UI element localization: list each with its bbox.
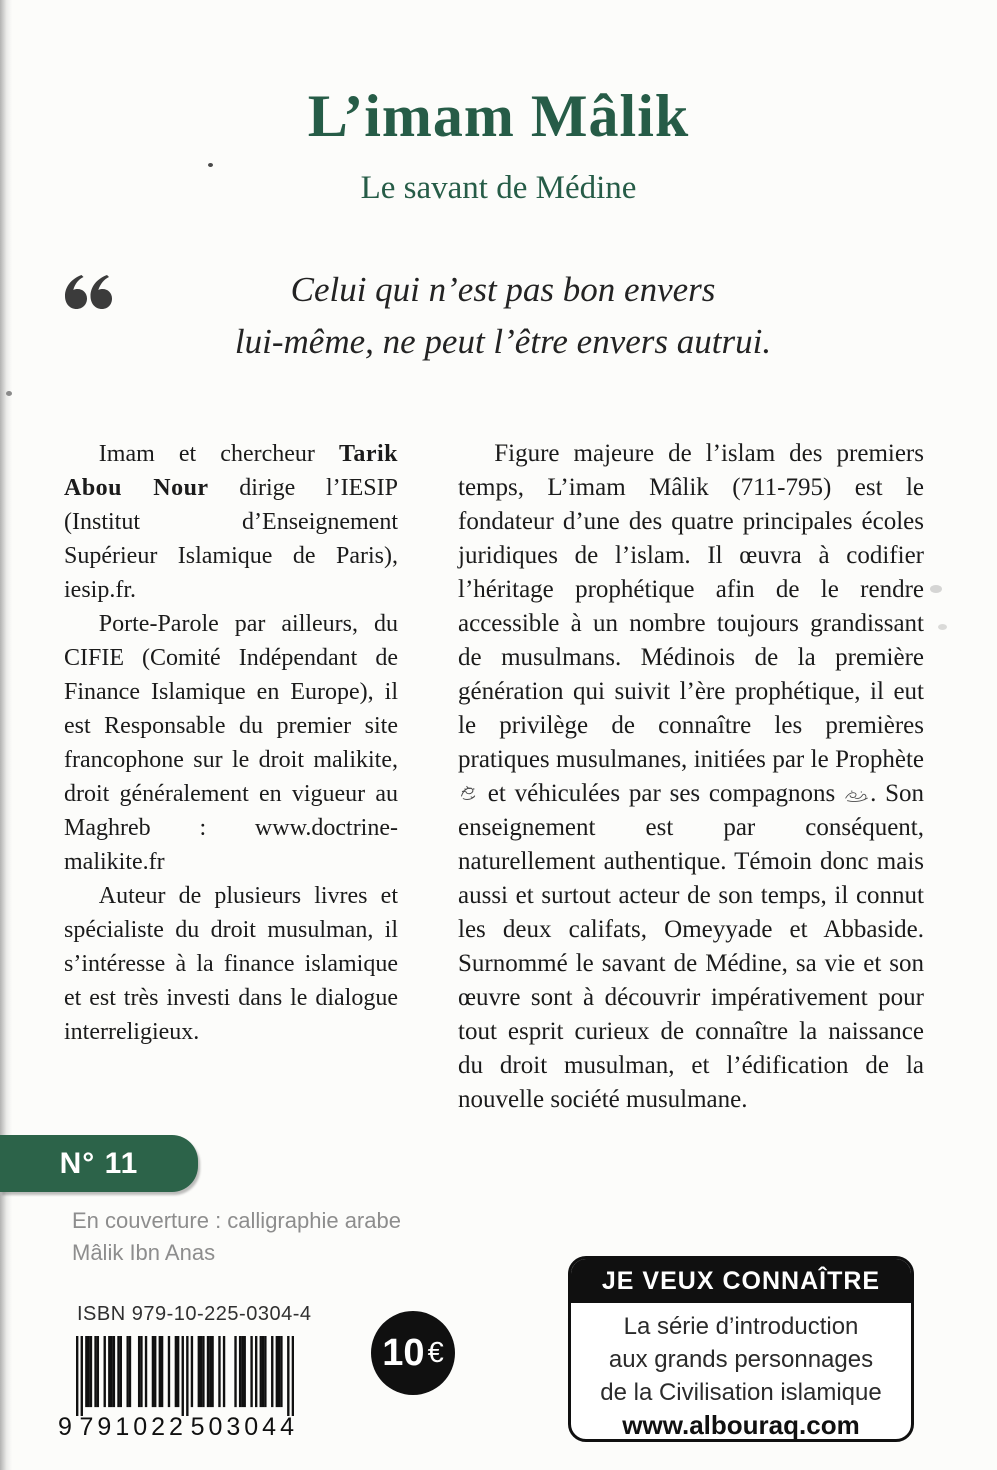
- text-run: Figure majeure de l’islam des premiers temps, L’imam Mâlik (711-795) est le fondateur d’une des quatre principales écoles juridiques de l’islam. Il œuvra à codifier l’héritage prophétique afin de le rendre accessible à un nombre toujours grandissant de musulmans. Médinois de la première génération qui suivit l’ère prophétique, il eut le privilège de connaître les premières pratiques musulmanes, initiées par le Prophète: [458, 440, 924, 773]
- barcode-digit-group: 9: [58, 1413, 76, 1441]
- author-name: Tarik Abou Nour: [64, 441, 398, 501]
- series-number-badge: N° 11: [0, 1135, 198, 1192]
- pbuh-calligraphy-icon: [458, 780, 479, 807]
- info-box-line: aux grands personnages: [608, 1346, 874, 1373]
- text-run: Porte-Parole par ailleurs, du CIFIE (Comité Indépendant de Finance Islamique en Europe), il est Responsable du premier site francophone sur le droit malikite, droit généralement en vigueur au Maghreb : www.doctrine-malikite.fr: [64, 611, 398, 875]
- author-bio-column: [64, 437, 398, 1049]
- paragraph: [64, 437, 398, 607]
- pull-quote: [118, 264, 888, 368]
- text-run: dirige l’IESIP (Institut d’Enseignement Supérieur Islamique de Paris), iesip.fr.: [64, 475, 398, 603]
- quote-line: lui-même, ne peut l’être envers autrui.: [234, 322, 772, 361]
- scan-edge-shadow: [0, 0, 12, 1470]
- quote-line: Celui qui n’est pas bon envers: [290, 270, 716, 309]
- series-info-box: [568, 1256, 914, 1442]
- book-summary-column: [458, 437, 924, 1117]
- paragraph: [64, 879, 398, 1049]
- scan-speck: [6, 391, 12, 396]
- scan-speck: [938, 624, 947, 630]
- paragraph: [64, 607, 398, 879]
- barcode-bars: [76, 1336, 294, 1416]
- cover-note: [72, 1205, 401, 1269]
- scan-speck: [930, 585, 942, 593]
- text-run: Auteur de plusieurs livres et spécialiste du droit musulman, il s’intéresse à la finance islamique et est très investi dans le dialogue interreligieux.: [64, 883, 398, 1045]
- barcode-digits: [58, 1413, 298, 1442]
- barcode-digit-group: 791022: [79, 1413, 187, 1441]
- price-badge: [371, 1311, 455, 1395]
- info-box-body: [571, 1303, 911, 1442]
- barcode-digit-group: 503044: [190, 1413, 298, 1441]
- price-amount: 10: [382, 1331, 425, 1374]
- page-subtitle: Le savant de Médine: [360, 170, 637, 206]
- cover-note-line: Mâlik Ibn Anas: [72, 1240, 216, 1265]
- info-box-line: La série d’introduction: [623, 1313, 859, 1340]
- text-run: et véhiculées par ses compagnons: [479, 780, 845, 807]
- open-quote-icon: [60, 272, 112, 317]
- scan-speck: [208, 163, 213, 167]
- publisher-website: www.albouraq.com: [622, 1410, 860, 1440]
- text-run: Imam et chercheur: [98, 441, 340, 467]
- page-title: L’imam Mâlik: [307, 83, 690, 149]
- cover-note-line: En couverture : calligraphie arabe: [72, 1208, 401, 1233]
- info-box-line: de la Civilisation islamique: [600, 1379, 882, 1406]
- euro-sign: €: [427, 1336, 444, 1369]
- info-box-header: JE VEUX CONNAÎTRE: [571, 1259, 911, 1303]
- text-run: . Son enseignement est par conséquent, naturellement authentique. Témoin donc mais aussi et surtout acteur de son temps, il connut les deux califats, Omeyyade et Abbaside. Surnommé le savant de Médine, sa vie et son œuvre sont à découvrir impérativement pour tout esprit curieux de connaître la naissance du droit musulman, et l’édification de la nouvelle société musulmane.: [458, 780, 925, 1113]
- paragraph: [458, 437, 924, 1117]
- companions-calligraphy-icon: [844, 780, 870, 807]
- isbn-label: ISBN 979-10-225-0304-4: [77, 1303, 312, 1325]
